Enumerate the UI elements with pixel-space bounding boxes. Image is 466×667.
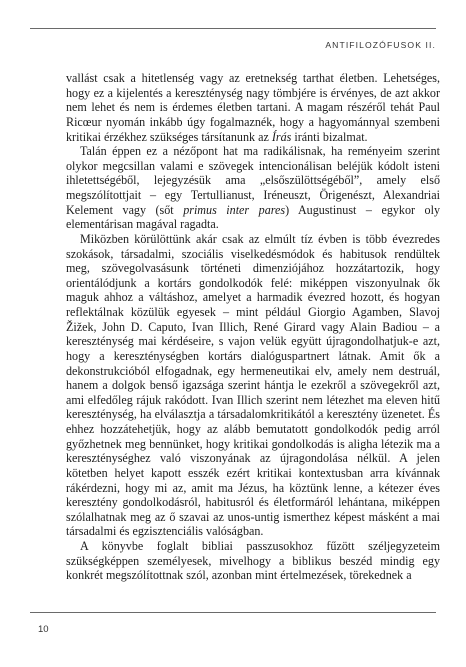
italic-text: Írás <box>271 129 292 144</box>
paragraph <box>66 232 440 539</box>
text-run: Talán éppen ez a nézőpont hat ma radikálisnak, ha reményeim szerint olykor megcsillan valami e szövegek intencionálisan beléjük kódolt isteni ihletettségéből, lejegyzésük ama „elsőszülöttségéből”, amely első megszólítottjait – egy Tertullianust, Iréneuszt, Örigenészt, Alexandriai Kelement vagy (sőt <box>66 144 440 217</box>
text-run: iránti bizalmat. <box>291 129 368 144</box>
paragraph <box>66 71 440 144</box>
page-number: 10 <box>38 624 49 635</box>
text-run: ) Augustinust – egykor oly elementárisan magával ragadta. <box>66 202 441 232</box>
italic-text: primus inter pares <box>183 202 286 217</box>
paragraph <box>66 144 440 232</box>
body-text <box>66 71 440 583</box>
footer-rule <box>30 612 436 613</box>
text-run: Miközben körülöttünk akár csak az elmúlt tíz évben is több évezredes szokások, társadalmi, szociális viselkedésmódok és habitusok rendültek meg, szövegolvasásunk történeti dimenziójához hozzátartozik, hogy orientálódjunk a kortárs gondolkodók felé: miképpen viszonyulnak ők maguk ahhoz a váltáshoz, amelyet a harmadik évezred hozott, és hogyan reflektálnak közülük egyesek – mint például Giorgio Agamben, Slavoj Žižek, John D. Caputo, Ivan Illich, René Girard vagy Alain Badiou – a kereszténység mai kérdéseire, s vajon velük együtt újragondolhatjuk-e azt, hogy a kereszténységben kortárs dialóguspartnert látnak. Amit ők a dekonstrukcióból elfogadnak, egy hermeneutikai elv, amely nem destruál, hanem a dolgok benső igazsága szerint hántja le ezekről a szövegekről azt, ami elfedőleg rájuk rakódott. Ivan Illich szerint nem létezhet ma eleven hitű kereszténység, ha elválasztja a társadalomkritikától a keresztény üzenetet. És ehhez hozzátehetjük, hogy az alább bemutatott gondolkodók pedig arról győzhetnek meg bennünket, hogy kritikai gondolkodás is aligha létezik ma a kereszténységhez való viszonyának az újragondolása nélkül. A jelen kötetben helyet kapott esszék ezért kritikai kontextusban arra kívánnak rákérdezni, hogy mi az, amit ma Jézus, ha köztünk lenne, a kétezer éves keresztény gondolkodásról, habitusról és életformáról lehántana, miképpen szólalhatnak meg az ő szavai az unos-untig ismerthez képest másként a mai társadalmi és egzisztenciális valóságban. <box>66 231 440 539</box>
header-rule <box>30 28 436 29</box>
paragraph <box>66 539 440 583</box>
text-run: vallást csak a hitetlenség vagy az eretnekség tarthat életben. Lehetséges, hogy ez a kijelentés a kereszténység nagy tömbjére is érvényes, de azt akkor nem lehet és nem is érdemes életben tartani. A magam részéről tehát Paul Ricœur nyomán inkább úgy fogalmaznék, hogy a hagyománnyal szembeni kritikai érzékhez szükséges társítanunk az <box>66 71 440 144</box>
text-run: A könyvbe foglalt bibliai passzusokhoz fűzött széljegyzeteim szükségképpen személyesek, mivelhogy a biblikus beszéd mindig egy konkrét megszólítottnak szól, azonban mint értelmezések, törekednek a <box>66 539 440 583</box>
running-header: ANTIFILOZÓFUSOK II. <box>325 40 436 50</box>
